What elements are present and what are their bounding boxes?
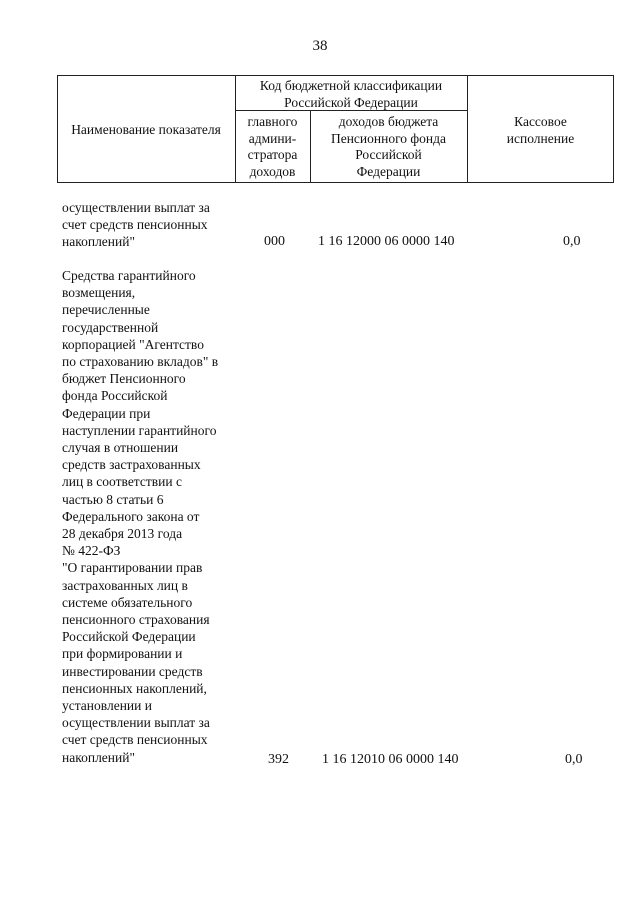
row-amount: 0,0 <box>563 234 581 249</box>
page-number: 38 <box>312 38 328 54</box>
row-amount: 0,0 <box>565 752 583 767</box>
row-admin-code: 392 <box>268 752 289 767</box>
header-indicator-name: Наименование показателя <box>71 122 221 137</box>
row-revenue-code: 1 16 12010 06 0000 140 <box>322 752 459 767</box>
row-indicator-name: Средства гарантийного возмещения, перечисленные государственной корпорацией "Агентство по страхованию вкладов" в бюджет Пенсионного фонда Российской Федерации при наступлении гарантийного случая в отношении средств застрахованных лиц в соответствии с частью 8 статьи 6 Федерального закона от 28 декабря 2013 года № 422-ФЗ "О гарантировании прав застрахованных лиц в системе обязательного пенсионного страхования Российской Федерации при формировании и инвестировании средств пенсионных накоплений, установлении и осуществлении выплат за счет средств пенсионных накоплений" <box>62 268 219 765</box>
row-admin-code: 000 <box>264 234 285 249</box>
header-main-admin: главного админи- стратора доходов <box>247 114 298 179</box>
header-pension-fund-revenue: доходов бюджета Пенсионного фонда Российской Федерации <box>330 114 447 179</box>
row-indicator-name: осуществлении выплат за счет средств пенсионных накоплений" <box>62 200 210 250</box>
row-revenue-code: 1 16 12000 06 0000 140 <box>318 234 455 249</box>
header-budget-code-group: Код бюджетной классификации Российской Федерации <box>259 78 443 110</box>
header-cash-execution: Кассовое исполнение <box>506 114 575 146</box>
